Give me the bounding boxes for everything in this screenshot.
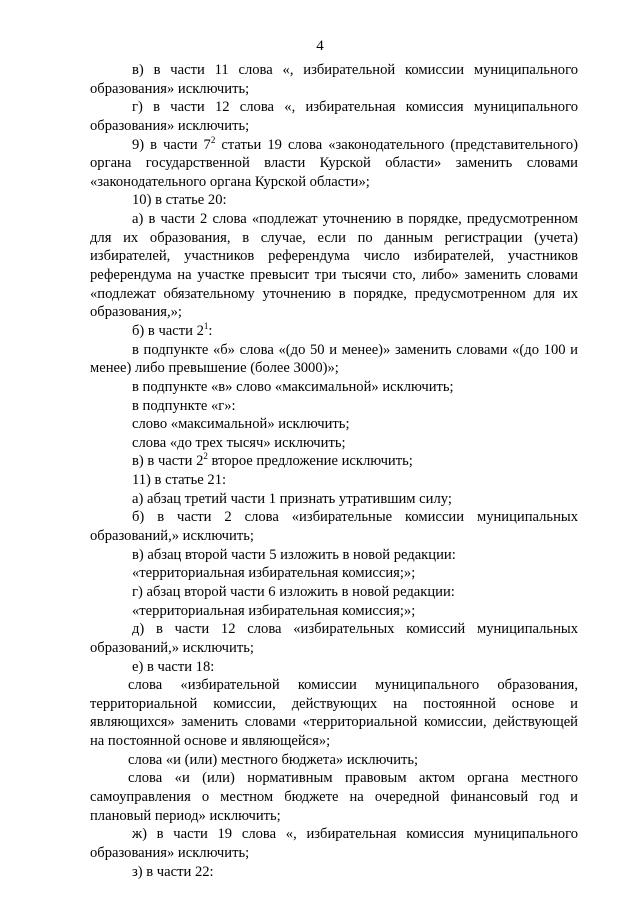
text-line: референдума на участке превысит три тысячи сто, либо» заменить словами	[90, 267, 578, 284]
text-line: образования» исключить;	[90, 80, 250, 97]
text-line: в) в части $2^2$ второе предложение исключить;	[132, 451, 413, 470]
text-line: являющихся» заменить словами «территориальной комиссии, действующей	[90, 714, 578, 731]
text-line: самоуправления о местном бюджете на очередной финансовый год и	[90, 788, 578, 805]
text-line: а) в части 2 слова «подлежат уточнению в порядке, предусмотренном	[132, 211, 578, 228]
text-line: для их образования, в случае, если по данным регистрации (учета)	[90, 229, 578, 246]
text-line: слово «максимальной» исключить;	[132, 416, 350, 433]
text-line: территориальной комиссии, действующих на постоянной основе и	[90, 695, 578, 712]
text-line: плановый период» исключить;	[90, 807, 281, 824]
text-line: слова «и (или) местного бюджета» исключить;	[128, 751, 419, 768]
text-line: е) в части 18:	[132, 658, 215, 675]
text-line: образования» исключить;	[90, 844, 250, 861]
text-line: б) в части 2 слова «избирательные комиссии муниципальных	[132, 509, 578, 526]
text-line: слова «и (или) нормативным правовым актом органа местного	[128, 770, 578, 787]
text-line: 10) в статье 20:	[132, 192, 227, 209]
text-line: «территориальная избирательная комиссия;»;	[132, 565, 416, 582]
superscript: 1	[203, 320, 209, 331]
text-line: менее) либо превышение (более 3000)»;	[90, 360, 339, 377]
text-line: «подлежат обязательному уточнению в порядке, предусмотренном для их	[90, 285, 578, 302]
text-line: образования,»;	[90, 304, 182, 321]
text-line: в подпункте «б» слова «(до 50 и менее)» заменить словами «(до 100 и	[132, 341, 578, 358]
text-line: в подпункте «г»:	[132, 397, 236, 414]
text-line: г) абзац второй части 6 изложить в новой редакции:	[132, 583, 455, 600]
superscript: 2	[203, 451, 208, 462]
text-line: «законодательного органа Курской области»;	[90, 173, 370, 190]
text-line: з) в части 22:	[132, 863, 214, 880]
text-line: ж) в части 19 слова «, избирательная комиссия муниципального	[132, 826, 578, 843]
text-line: на постоянной основе и являющейся»;	[90, 733, 331, 750]
text-line: образований,» исключить;	[90, 639, 254, 656]
text-line: а) абзац третий части 1 признать утратившим силу;	[132, 490, 452, 507]
text-line: в) в части 11 слова «, избирательной комиссии муниципального	[132, 62, 578, 78]
text-line: органа государственной власти Курской области» заменить словами	[90, 155, 578, 172]
text-line: слова «до трех тысяч» исключить;	[132, 434, 346, 451]
text-line: «территориальная избирательная комиссия;»;	[132, 602, 416, 619]
text-line: 11) в статье 21:	[132, 472, 227, 489]
document-body	[90, 61, 578, 881]
text-line: д) в части 12 слова «избирательных комиссий муниципальных	[132, 621, 578, 638]
text-line: г) в части 12 слова «, избирательная комиссия муниципального	[132, 99, 578, 116]
text-line: в подпункте «в» слово «максимальной» исключить;	[132, 378, 454, 395]
text-line: образования» исключить;	[90, 117, 250, 134]
page-number: 4	[316, 38, 324, 54]
text-line: образований,» исключить;	[90, 528, 254, 545]
text-line: избирателей, участников референдума число избирателей, участников	[90, 248, 578, 265]
text-line: слова «избирательной комиссии муниципального образования,	[128, 677, 578, 694]
superscript: 2	[210, 134, 216, 145]
text-line: в) абзац второй части 5 изложить в новой редакции:	[132, 546, 456, 563]
text-line: 9) в части $7^2$ статьи 19 слова «законодательного (представительного)	[132, 134, 578, 153]
text-line: б) в части $2^1$:	[132, 320, 213, 339]
